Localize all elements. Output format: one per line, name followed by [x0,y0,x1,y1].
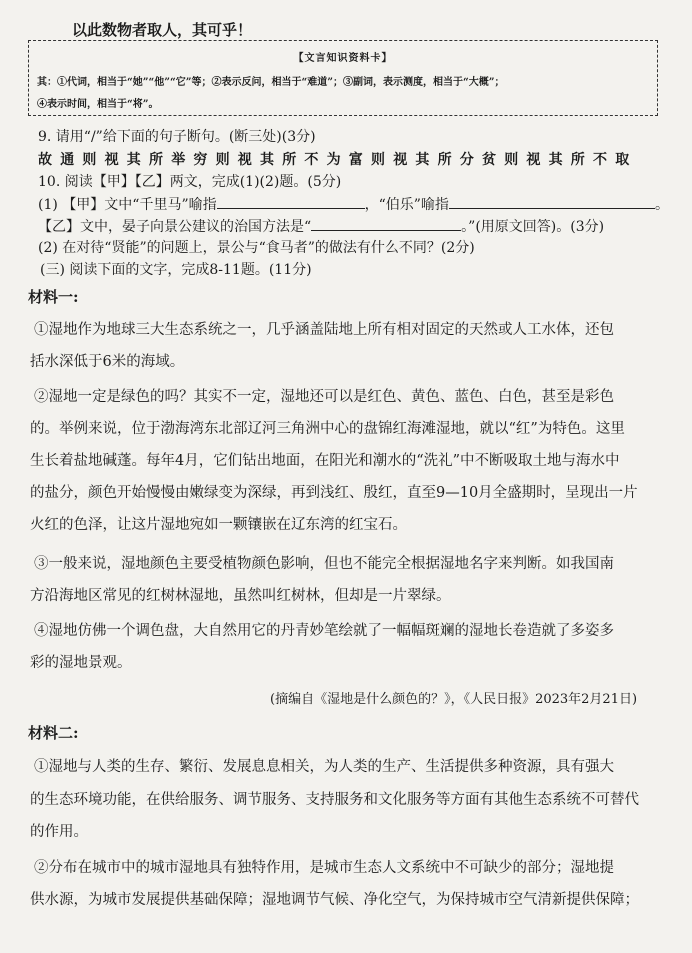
m1-p1-l1: ①湿地作为地球三大生态系统之一，几乎涵盖陆地上所有相对固定的天然或人工水体，还包 [34,322,614,338]
card-line-2: ④表示时间，相当于“将”。 [37,99,159,110]
m1-p2-l2: 的。举例来说，位于渤海湾东北部辽河三角洲中心的盘锦红海滩湿地，就以“红”为特色。这里 [30,421,625,437]
m1-p2-l3: 生长着盐地碱蓬。每年4月，它们钻出地面，在阳光和潮水的“洗礼”中不断吸取土地与海水中 [30,453,620,469]
q10-part1-line2 [38,216,604,237]
q10-part1-end: 。 [654,197,669,213]
q10-part2: (2) 在对待“贤能”的问题上，景公与“食马者”的做法有什么不同？(2分) [38,240,475,256]
m2-p2-l2: 供水源，为城市发展提供基础保障；湿地调节气候、净化空气，为保持城市空气清新提供保障； [30,892,639,908]
m1-p4-l1: ④湿地仿佛一个调色盘，大自然用它的丹青妙笔绘就了一幅幅斑斓的湿地长卷造就了多姿多 [34,623,614,639]
top-line: 以此数物者取人，其可乎！ [72,21,253,39]
answer-blank-2[interactable] [449,194,655,209]
m1-p3-l2: 方沿海地区常见的红树林湿地，虽然叫红树林，但却是一片翠绿。 [30,588,451,604]
m1-p3-l1: ③一般来说，湿地颜色主要受植物颜色影响，但也不能完全根据湿地名字来判断。如我国南 [34,556,614,572]
q10-part1-a: (1) 【甲】文中“千里马”喻指 [38,197,217,213]
m2-p1-l1: ①湿地与人类的生存、繁衍、发展息息相关，为人类的生产、生活提供多种资源，具有强大 [34,759,614,775]
material-1-source: (摘编自《湿地是什么颜色的？》，《人民日报》2023年2月21日) [270,692,638,707]
card-title: 【文言知识资料卡】 [293,53,393,64]
m1-p2-l4: 的盐分，颜色开始慢慢由嫩绿变为深绿，再到浅红、殷红，直至9—10月全盛期时，呈现出一片 [30,485,638,501]
m2-p2-l1: ②分布在城市中的城市湿地具有独特作用，是城市生态人文系统中不可缺少的部分；湿地提 [34,860,614,876]
m1-p2-l1: ②湿地一定是绿色的吗？其实不一定，湿地还可以是红色、黄色、蓝色、白色，甚至是彩色 [34,389,614,405]
q10-part1-line2-b: 。”(用原文回答)。(3分) [461,219,605,235]
q10-part1-line2-a: 【乙】文中，晏子向景公建议的治国方法是“ [38,219,312,235]
q9-sentence: 故通则视其所举穷则视其所不为富则视其所分贫则视其所不取 [38,152,638,168]
material-1-header: 材料一: [28,288,79,306]
card-line-1: 其：①代词，相当于“她”“他”“它”等；②表示反问，相当于“难道”；③副词，表示测度，相当于“大概”； [37,77,505,88]
section-3-prompt: (三) 阅读下面的文字，完成8-11题。(11分) [40,262,312,278]
knowledge-card [28,40,658,116]
m1-p2-l5: 火红的色泽，让这片湿地宛如一颗镶嵌在辽东湾的红宝石。 [30,517,407,533]
material-2-header: 材料二: [28,724,79,742]
q10-part1 [38,194,669,215]
m1-p1-l2: 括水深低于6米的海域。 [30,354,185,370]
m2-p1-l2: 的生态环境功能，在供给服务、调节服务、支持服务和文化服务等方面有其他生态系统不可替代 [30,792,639,808]
m2-p1-l3: 的作用。 [30,824,88,840]
q10-part1-b: ，“伯乐”喻指 [364,197,449,213]
q9-prompt: 9. 请用“/”给下面的句子断句。(断三处)(3分) [38,129,316,145]
answer-blank-3[interactable] [311,216,461,231]
m1-p4-l2: 彩的湿地景观。 [30,655,132,671]
answer-blank-1[interactable] [217,194,365,209]
q10-prompt: 10. 阅读【甲】【乙】两文，完成(1)(2)题。(5分) [38,174,342,190]
